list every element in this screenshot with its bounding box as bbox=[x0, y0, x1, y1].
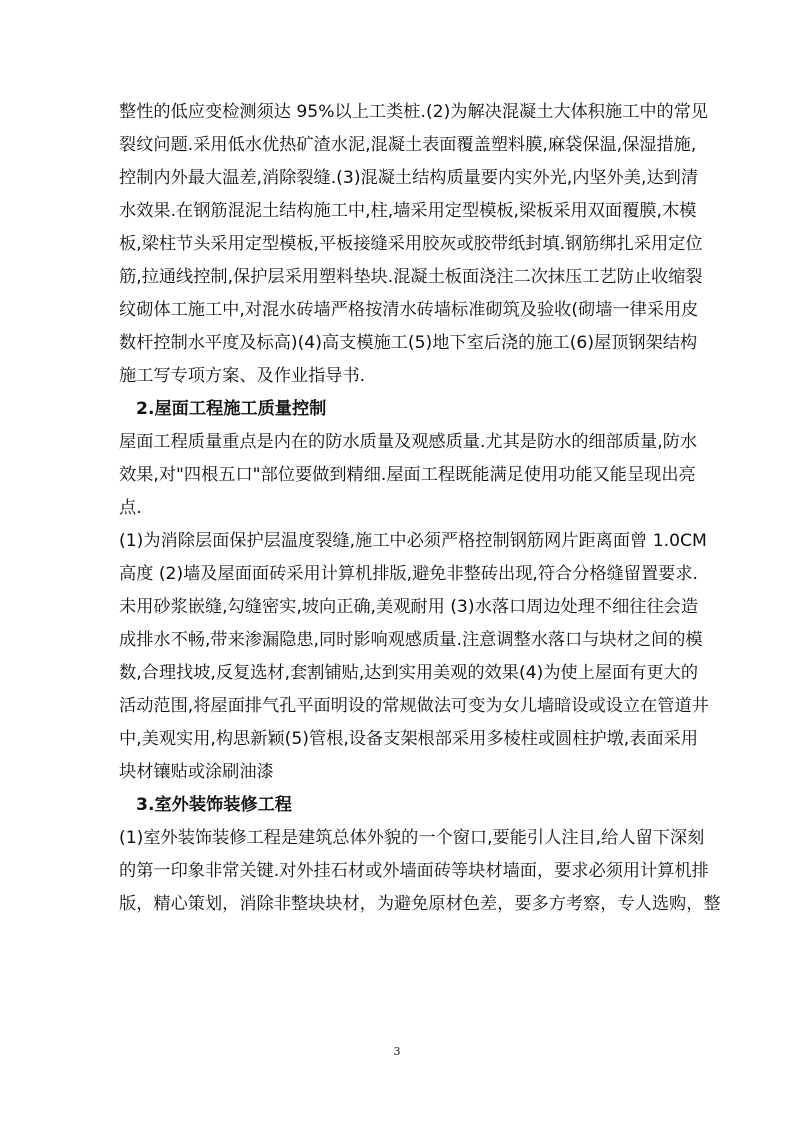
body-line: 水效果.在钢筋混泥土结构施工中,柱,墙采用定型模板,梁板采用双面覆膜,木模 bbox=[119, 201, 697, 221]
body-line: 成排水不畅,带来渗漏隐患,同时影响观感质量.注意调整水落口与块材之间的模 bbox=[119, 630, 703, 650]
section-heading: 2.屋面工程施工质量控制 bbox=[136, 399, 327, 419]
body-line: 效果,对"四根五口"部位要做到精细.屋面工程既能满足使用功能又能呈现出亮 bbox=[119, 465, 696, 485]
body-line: 数杆控制水平度及标高)(4)高支模施工(5)地下室后浇的施工(6)屋顶钢架结构 bbox=[119, 333, 698, 353]
body-line: (1)室外装饰装修工程是建筑总体外貌的一个窗口,要能引人注目,给人留下深刻 bbox=[119, 828, 705, 848]
page-number: 3 bbox=[393, 1045, 401, 1058]
page-body bbox=[119, 96, 721, 921]
body-line: 中,美观实用,构思新颖(5)管根,设备支架根部采用多棱柱或圆柱护墩,表面采用 bbox=[119, 729, 699, 749]
body-line: 版，精心策划，消除非整块块材，为避免原材色差，要多方考察，专人选购，整 bbox=[119, 894, 721, 914]
body-line: 未用砂浆嵌缝,勾缝密实,坡向正确,美观耐用 (3)水落口周边处理不细往往会造 bbox=[119, 597, 699, 617]
body-line: 控制内外最大温差,消除裂缝.(3)混凝土结构质量要内实外光,内坚外美,达到清 bbox=[119, 168, 699, 188]
body-line: 数,合理找坡,反复选材,套割铺贴,达到实用美观的效果(4)为使上屋面有更大的 bbox=[119, 663, 699, 683]
body-line: 裂纹问题.采用低水优热矿渣水泥,混凝土表面覆盖塑料膜,麻袋保温,保湿措施, bbox=[119, 135, 697, 155]
body-line: 高度 (2)墙及屋面面砖采用计算机排版,避免非整砖出现,符合分格缝留置要求. bbox=[119, 564, 699, 584]
body-line: 纹砌体工施工中,对混水砖墙严格按清水砖墙标准砌筑及验收(砌墙一律采用皮 bbox=[119, 300, 699, 320]
body-line: 筋,拉通线控制,保护层采用塑料垫块.混凝土板面浇注二次抹压工艺防止收缩裂 bbox=[119, 267, 703, 287]
body-line: (1)为消除层面保护层温度裂缝,施工中必须严格控制钢筋网片距离面曾 1.0CM bbox=[119, 531, 707, 551]
body-line: 点. bbox=[119, 498, 142, 518]
body-line: 块材镶贴或涂刷油漆 bbox=[119, 762, 274, 782]
body-line: 整性的低应变检测须达 95%以上工类桩.(2)为解决混凝土大体积施工中的常见 bbox=[119, 102, 709, 122]
body-line: 的第一印象非常关键.对外挂石材或外墙面砖等块材墙面，要求必须用计算机排 bbox=[119, 861, 709, 881]
body-line: 屋面工程质量重点是内在的防水质量及观感质量.尤其是防水的细部质量,防水 bbox=[119, 432, 698, 452]
body-line: 板,梁柱节头采用定型模板,平板接缝采用胶灰或胶带纸封填.钢筋绑扎采用定位 bbox=[119, 234, 703, 254]
body-line: 活动范围,将屋面排气孔平面明设的常规做法可变为女儿墙暗设或设立在管道井 bbox=[119, 696, 709, 716]
section-heading: 3.室外装饰装修工程 bbox=[136, 795, 292, 815]
body-line: 施工写专项方案、及作业指导书. bbox=[119, 366, 366, 386]
